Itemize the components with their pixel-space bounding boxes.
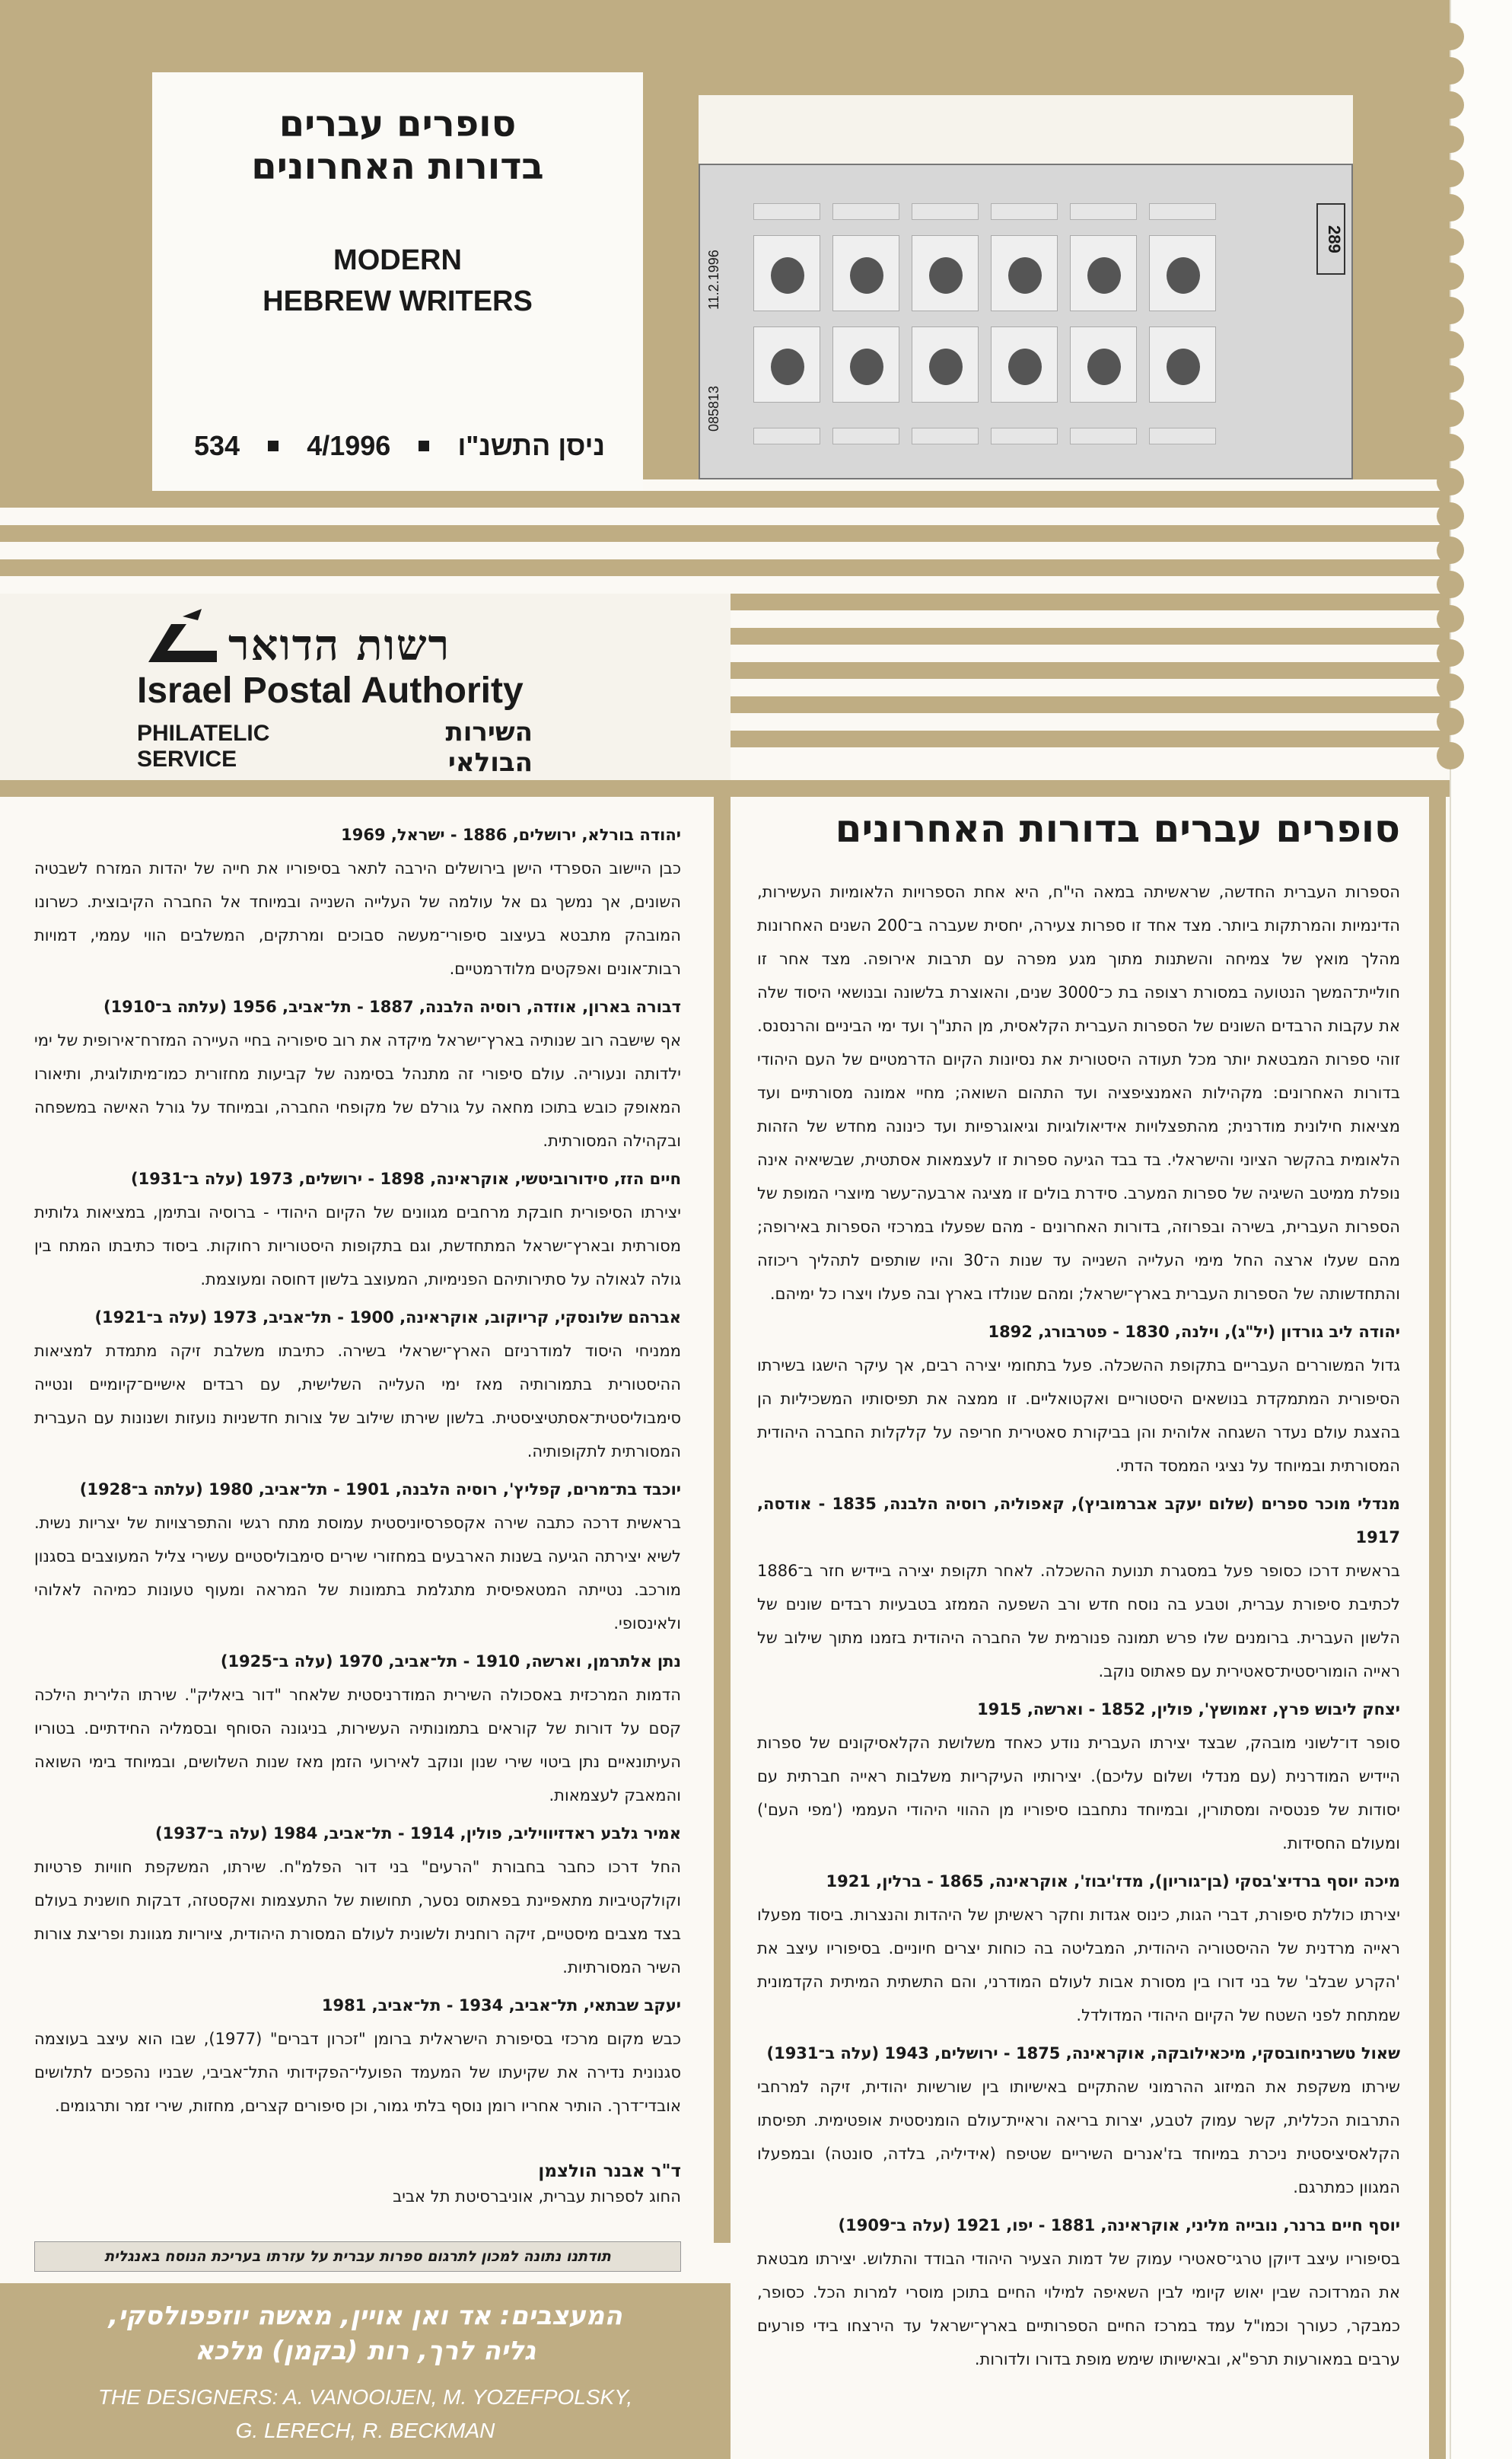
stripe xyxy=(731,696,1450,713)
scallop xyxy=(1437,571,1464,598)
writer-heading: מנדלי מוכר ספרים (שלום יעקב אברמוביץ), קאפוליה, רוסיה הלבנה, 1835 - אודסה, 1917 xyxy=(757,1495,1400,1546)
writer-entry xyxy=(757,1693,1400,1860)
writer-bio: סופר דו־לשוני מובהק, שבצד יצירתו העברית נודע כאחד משלושת הקלאסיקונים של ספרות היידיש המודרנית (עם מנדלי ושלום עליכם). יצירותיו העיקריות משלבות ראייה חברתית עם יסודות של פנטסיה ומסתורין, ובמיוחד נתחבבו סיפוריו מן ההווי היהודי העממי ('מפי העם') ומעולם החסידות. xyxy=(757,1734,1400,1852)
stamp-tab xyxy=(991,203,1058,220)
writer-heading: יהודה ליב גורדון (יל"ג), וילנה, 1830 - פטרבורג, 1892 xyxy=(988,1323,1400,1341)
writer-bio: גדול המשוררים העבריים בתקופת ההשכלה. פעל בתחומי יצירה רבים, אך עיקר הישגו בשירתו הסיפורית המתמקדת בנושאים היסטוריים ואקטואליים. זו ממצה את תפיסותיו המשכיליות הן בהצגת עולם נעדר השגחה אלוהית והן בביקורת סאטירית חריפה על קלקלות החברה היהודית המסורתית ובמיוחד על נציגי הממסד הדתי. xyxy=(757,1356,1400,1475)
scallop xyxy=(1437,468,1464,495)
stripe xyxy=(0,780,1450,797)
scallop xyxy=(1437,639,1464,667)
stamp xyxy=(991,326,1058,403)
header-band-gap xyxy=(643,95,699,479)
stamp xyxy=(753,235,820,311)
scallop xyxy=(1437,605,1464,632)
scallop xyxy=(1437,57,1464,84)
stamp-tab xyxy=(1070,428,1137,444)
writer-entry xyxy=(757,2209,1400,2376)
stamp xyxy=(832,235,899,311)
article-intro: הספרות העברית החדשה, שראשיתה במאה הי"ח, היא אחת הספרויות הלאומיות העשירות, הדינמיות והמרתקות ביותר. מצד אחד זו ספרות צעירה, יחסית שעברה ב־200 השנים האחרונות מהלך מואץ של צמיחה והשתנות מתוך מגע מפרה עם תרבות אירופה. מצד אחר זו חוליית־המשך הנטועה במסורת רצופה בת כ־3000 שנים, והאוצרת בלשונה ובנושאי היסוד שלה את עקבות הרבדים השונים של הספרות העברית הקלאסית, מן התנ"ך ועד ימי הביניים והרנסנס. זוהי ספרות המבטאת יותר מכל תעודה היסטורית את נסיונות הקיום הדרמטיים של העם היהודי בדורות האחרונים: מקהילות האמנציפציה ועד התהום השואה; מחיי אמונה מסורתיים ועד מציאות חילונית מודרנית; מהתפצלויות אידיאולוגיות וגיאוגרפיות ועד כינונה מחדש של הזהות הלאומית בהקשר הציוני והישראלי. בד בבד הגיעה ספרות זו לעצמאות אסתטית, שבשיאיה אינה נופלת ממיטב השיגיה של ספרות המערב. סידרת בולים זו מציגה ארבעה־עשר מיוצרי המופת של הספרות העברית, בשירה ובפרוזה, בדורות האחרונים - מהם שפעלו במרכזי הספרות באירופה; מהם שעלו ארצה החל מימי העלייה השנייה עד שנות ה־30 והיו שותפים לתהליך ריכוזה והתחדשותה של הספרות העברית בארץ־ישראל; ומהם שנולדו בארץ ובה פעלו ויצרו כל ימיהם. xyxy=(757,883,1400,1303)
stamp-tab xyxy=(912,203,979,220)
stamp xyxy=(912,235,979,311)
stamp-tab xyxy=(1070,203,1137,220)
writer-bio: בסיפוריו עיצב דיוקן טרגי־סאטירי עמוק של דמות הצעיר היהודי הבודד והתלוש. יצירתו מבטאת את המרדוכה שבין יאוש קיומי לבין השאיפה למילוי החיים בתוכן מוסרי למרות הכל. כסופר, כמבקר, כעורך וכמו"ל עמד במרכז החיים הספרותיים בארץ־ישראל עד הירצחו בידי פורעים ערבים במאורעות תרפ"א, ובאישיותו שימש מופת בדורו ולדורות. xyxy=(757,2250,1400,2368)
writer-entry xyxy=(757,1487,1400,1688)
sheet-serial: 085813 xyxy=(706,385,721,432)
stripe xyxy=(731,628,1450,645)
right-rail xyxy=(1429,797,1446,2459)
writer-heading: נתן אלתרמן, וארשה, 1910 - תל־אביב, 1970 (עלה ב־1925) xyxy=(220,1652,681,1671)
author-name: ד"ר אבנר הולצמן xyxy=(538,2161,681,2181)
portrait-icon xyxy=(1008,257,1042,294)
portrait-icon xyxy=(1167,349,1200,385)
writer-bio: כבן היישוב הספרדי הישן בירושלים הירבה לתאר בסיפוריו את חייה של יהדות המזרח לשבטיה השונים, אך נמשך גם אל עולמה של העלייה השנייה ובמיוחד אל החברה הקיבוצית. כשרונו המובהק מתבטא בעיצוב סיפורי־מעשה סבוכים ומרתקים, המשלבים הווי עממי, דמויות רבות־אונים ואפקטים מלודרמטיים. xyxy=(34,859,681,978)
writer-heading: שאול טשרניחובסקי, מיכאילובקה, אוקראינה, 1875 - ירושלים, 1943 (עלה ב־1931) xyxy=(766,2044,1400,2062)
writer-heading: יוסף חיים ברנר, נובייה מליני, אוקראינה, 1881 - יפו, 1921 (עלה ב־1909) xyxy=(838,2216,1400,2234)
article-right-column xyxy=(757,875,1400,2443)
writer-heading: דבורה בארון, אוזדה, רוסיה הלבנה, 1887 - תל־אביב, 1956 (עלתה ב־1910) xyxy=(103,998,681,1016)
writer-bio: אף שישבה רוב שנותיה בארץ־ישראל מיקדה את רוב סיפוריה בחיי העיירה המזרח־אירופית של ימי ילדותה ונעוריה. עולם סיפורי זה מתנהל בסימנה של קביעות מחזורית כמו־מיתולוגית, ותיאורו המאופק כובש בתוכו מחאה על גורלם של מקופחי החברה, ובמיוחד על גורל האישה במשפחה ובקהילה המסורתית. xyxy=(34,1031,681,1150)
philatelic-service xyxy=(137,717,533,778)
header-band-edge xyxy=(1353,95,1450,479)
writer-entry xyxy=(34,1989,681,2123)
service-hebrew: השירות הבולאי xyxy=(445,717,533,778)
scallop xyxy=(1437,23,1464,50)
english-title-line2: HEBREW WRITERS xyxy=(263,285,533,317)
writer-entry xyxy=(34,1301,681,1468)
issue-number: 534 xyxy=(194,430,240,461)
designers-english-line2: G. LERECH, R. BECKMAN xyxy=(235,2419,495,2442)
scallop xyxy=(1437,263,1464,290)
writer-heading: חיים הזז, סידורוביטשי, אוקראינה, 1898 - ירושלים, 1973 (עלה ב־1931) xyxy=(130,1170,681,1188)
writer-bio: כבש מקום מרכזי בסיפורת הישראלית ברומן "זכרון דברים" (1977), שבו הוא עיצב בעוצמה סגנונית נדירה את שקיעתו של המעמד הפועלי־הפקידותי התל־אביבי, שבניו נהפכים לתלושים אובדי־דרך. הותיר אחריו רומן נוסף בלתי גמור, וכן סיפורים קצרים, מחזות, שירי זמר ותרגומים. xyxy=(34,2030,681,2115)
writer-entry xyxy=(34,990,681,1158)
writer-heading: יוכבד בת־מרים, קפליץ', רוסיה הלבנה, 1901 - תל־אביב, 1980 (עלתה ב־1928) xyxy=(79,1480,681,1499)
designers-english-line1: THE DESIGNERS: A. VANOOIJEN, M. YOZEFPOLSKY, xyxy=(97,2385,633,2409)
sheet-date: 11.2.1996 xyxy=(706,250,721,310)
stamp xyxy=(1070,326,1137,403)
stripe xyxy=(731,731,1450,747)
scallop xyxy=(1437,160,1464,187)
writer-heading: מיכה יוסף ברדיצ'בסקי (בן־גוריון), מדז'יבוז', אוקראינה, 1865 - ברלין, 1921 xyxy=(826,1872,1400,1890)
hebrew-title xyxy=(152,103,643,188)
article-title: סופרים עברים בדורות האחרונים xyxy=(835,807,1400,851)
writer-bio: ממניחי היסוד למודרניזם הארץ־ישראלי בשירה. כתיבתו משלבת זיקה מתמדת למציאות ההיסטורית בתמורותיה מאז ימי העלייה השלישית, עם רבדים אישיים־קיומיים ונטייה סימבוליסטית־אסתטיציסטית. בלשון שירתו שילוב של צורות חדשניות נועזות ושנונות עם העברית המסורתית לתקופותיה. xyxy=(34,1342,681,1460)
center-rail xyxy=(714,797,731,2243)
stamp xyxy=(1149,235,1216,311)
thanks-note: תודתנו נתונה למכון לתרגום ספרות עברית על עזרתו בעריכת הנוסח באנגלית xyxy=(34,2241,681,2272)
stamp-tab xyxy=(832,428,899,444)
bullet-icon xyxy=(268,441,279,451)
designers-hebrew-line1: המעצבים: אד ואן אויין, מאשה יוזפפולסקי, xyxy=(108,2301,622,2331)
writer-bio: בראשית דרכו כסופר פעל במסגרת תנועת ההשכלה. לאחר תקופת יצירה ביידיש חזר ב־1886 לכתיבת סיפורת עברית, וטבע בה נוסח חדש ורב השפעה הממזג בטבעיות רבדים שונים של הלשון העברית. ברומנים שלו פרש תמונה פנורמית של החברה היהודית בזמנו מתוך שילוב של ראייה הומוריסטית־סאטירית עם פאתוס נוקב. xyxy=(757,1562,1400,1680)
stamp-tab xyxy=(753,428,820,444)
title-panel xyxy=(152,72,643,491)
plate-number: 289 xyxy=(1316,203,1345,275)
portrait-icon xyxy=(850,349,883,385)
scallop xyxy=(1437,194,1464,221)
writer-entry xyxy=(757,2037,1400,2204)
issue-date-hebrew: ניסן התשנ"ו xyxy=(457,430,605,461)
english-title xyxy=(152,240,643,322)
hebrew-title-line1: סופרים עברים xyxy=(279,103,517,145)
writer-heading: יצחק ליבוש פרץ, זאמושץ', פולין, 1852 - וארשה, 1915 xyxy=(977,1700,1400,1718)
scallop xyxy=(1437,400,1464,427)
issue-date: 4/1996 xyxy=(307,430,391,461)
writer-heading: יהודה בורלא, ירושלים, 1886 - ישראל, 1969 xyxy=(341,826,681,844)
writer-entry xyxy=(34,818,681,986)
scallop xyxy=(1437,297,1464,324)
stamp xyxy=(832,326,899,403)
scallop xyxy=(1437,126,1464,153)
writer-entry xyxy=(34,1162,681,1296)
stamp-tab xyxy=(1149,428,1216,444)
writer-entry xyxy=(757,1865,1400,2032)
postal-horn-logo-icon xyxy=(141,609,224,670)
stamp xyxy=(912,326,979,403)
portrait-icon xyxy=(929,349,963,385)
header-band-top xyxy=(0,0,1450,72)
authority-logo-hebrew: רשות הדואר xyxy=(228,620,451,670)
english-title-line1: MODERN xyxy=(333,244,462,276)
writer-heading: אברהם שלונסקי, קריוקוב, אוקראינה, 1900 - תל־אביב, 1973 (עלה ב־1921) xyxy=(94,1308,681,1327)
hebrew-title-line2: בדורות האחרונים xyxy=(251,145,544,188)
header-band-left xyxy=(0,72,152,491)
scallop xyxy=(1437,434,1464,461)
portrait-icon xyxy=(1008,349,1042,385)
stamp-tab xyxy=(991,428,1058,444)
scallop xyxy=(1437,502,1464,530)
stripe xyxy=(731,594,1450,610)
service-english: PHILATELIC SERVICE xyxy=(137,721,270,772)
stamp-tab xyxy=(912,428,979,444)
writer-heading: יעקב שבתאי, תל־אביב, 1934 - תל־אביב, 1981 xyxy=(321,1996,681,2015)
writer-entry xyxy=(757,1315,1400,1483)
scallop xyxy=(1437,537,1464,564)
portrait-icon xyxy=(1087,257,1121,294)
writer-bio: בראשית דרכה כתבה שירה אקספרסיוניסטית עמוסת מתח רגשי והתפרצויות של יצריות נשית. לשיא יצירתה הגיעה בשנות הארבעים במחזורי שירים סימבוליסטיים עשירי צליל המעוצבים בסגנון מורכב. נטייתה המטאפיסית מתגלמת בתמונות של המראה ומעוף טעונות כמיהה לאלוהי ולאינסופי. xyxy=(34,1514,681,1632)
writer-bio: יצירתו הסיפורית חובקת מרחבים מגוונים של הקיום היהודי - ברוסיה ובתימן, במציאות גלותית מסורתית ובארץ־ישראל המתחדשת, וגם בתקופות היסטוריות רחוקות. ביסוד כתיבתו המתח בין גולה לגאולה על סתירותיהם הפנימיות, המעוצב בלשון דחוסה ומעוצמת. xyxy=(34,1203,681,1288)
stamp xyxy=(991,235,1058,311)
stamp-tab xyxy=(1149,203,1216,220)
portrait-icon xyxy=(850,257,883,294)
stripe xyxy=(0,491,1450,508)
article-left-column xyxy=(34,818,681,2211)
issue-line xyxy=(194,430,605,462)
portrait-icon xyxy=(771,257,804,294)
stamp xyxy=(753,326,820,403)
writer-bio: הדמות המרכזית באסכולה השירית המודרניסטית שלאחר "דור ביאליק". שירתו הלירית הילכה קסם על דורות של קוראים בתמונותיה העשירות, בניגונה הסוחף ובסמליה החידתיים. בטוריו העיתונאיים נתן ביטוי שירי שנון ונוקב לאירועי הזמן מאז שנות השלושים, ובמיוחד בימי השואה והמאבק לעצמאות. xyxy=(34,1686,681,1804)
scallop xyxy=(1437,91,1464,119)
writer-entry xyxy=(34,1645,681,1812)
portrait-icon xyxy=(1087,349,1121,385)
portrait-icon xyxy=(1167,257,1200,294)
stripe xyxy=(0,525,1450,542)
portrait-icon xyxy=(771,349,804,385)
designers-panel xyxy=(0,2283,731,2459)
scallop xyxy=(1437,228,1464,256)
scallop xyxy=(1437,674,1464,701)
designers-hebrew-line2: גליה לרך, רות (בקמן) מלכא xyxy=(195,2336,536,2366)
stamp-sheet xyxy=(699,164,1353,479)
authority-name: Israel Postal Authority xyxy=(137,670,524,711)
stamp-tab xyxy=(832,203,899,220)
stripe xyxy=(0,559,1450,576)
portrait-icon xyxy=(929,257,963,294)
stamp-tab xyxy=(753,203,820,220)
scallop xyxy=(1437,708,1464,735)
authority-panel xyxy=(0,594,731,780)
scallop xyxy=(1437,365,1464,393)
writer-heading: אמיר גלבע ראדזיוויליב, פולין, 1914 - תל־אביב, 1984 (עלה ב־1937) xyxy=(155,1824,681,1843)
writer-bio: יצירתו כוללת סיפורת, דברי הגות, כינוס אגדות וחקר ראשיתן של היהדות והנצרות. ביסוד מפעלו ראייה מרדנית של ההיסטוריה היהודית, המבליטה בה כוחות יצרים חיוניים. בסיפוריו עיצב את 'הקרע שבלב' של בני דורו בין מסורת אבות לעולם המודרני, והם התשתית המיתית הקדמונית שמתחת לפני השטח של הקיום היהודי המדולדל. xyxy=(757,1906,1400,2024)
author-affiliation: החוג לספרות עברית, אוניברסיטת תל אביב xyxy=(393,2187,681,2206)
scallop xyxy=(1437,331,1464,358)
writer-bio: החל דרכו כחבר בחבורת "הרעים" בני דור הפלמ"ח. שירתו, המשקפת חוויות פרטיות וקולקטיביות מתאפיינת בפאתוס נסער, תחושות של התעצמות ואקסטזה, דבקות חושנית בעולם בצד מצבים מיסטיים, זיקה רוחנית ולשונית לעולם המסורת היהודית, ציוריות מגוונת ופריצת צורות השיר המסורתיות. xyxy=(34,1858,681,1976)
writer-entry xyxy=(34,1473,681,1640)
stamp xyxy=(1149,326,1216,403)
scallop xyxy=(1437,742,1464,769)
writer-entry xyxy=(34,1817,681,1984)
author-block xyxy=(358,2161,681,2206)
bullet-icon xyxy=(419,441,429,451)
stripe xyxy=(731,662,1450,679)
writer-bio: שירתו משקפת את המיזוג ההרמוני שהתקיים באישיותו בין שורשיות יהודית, זיקה למרחבי התרבות הכללית, קשר עמוק לטבע, יצרות בריאה וראיית־עולם הומניסטית אופטימית. תפיסתו הקלאסיציסטית ניכרת במיוחד בז'אנרים השיריים שטיפח (אידיליה, בלדה, סונטה) ובמפעלו המגוון כמתרגם. xyxy=(757,2078,1400,2196)
stamp xyxy=(1070,235,1137,311)
header-band-right xyxy=(643,72,1450,95)
